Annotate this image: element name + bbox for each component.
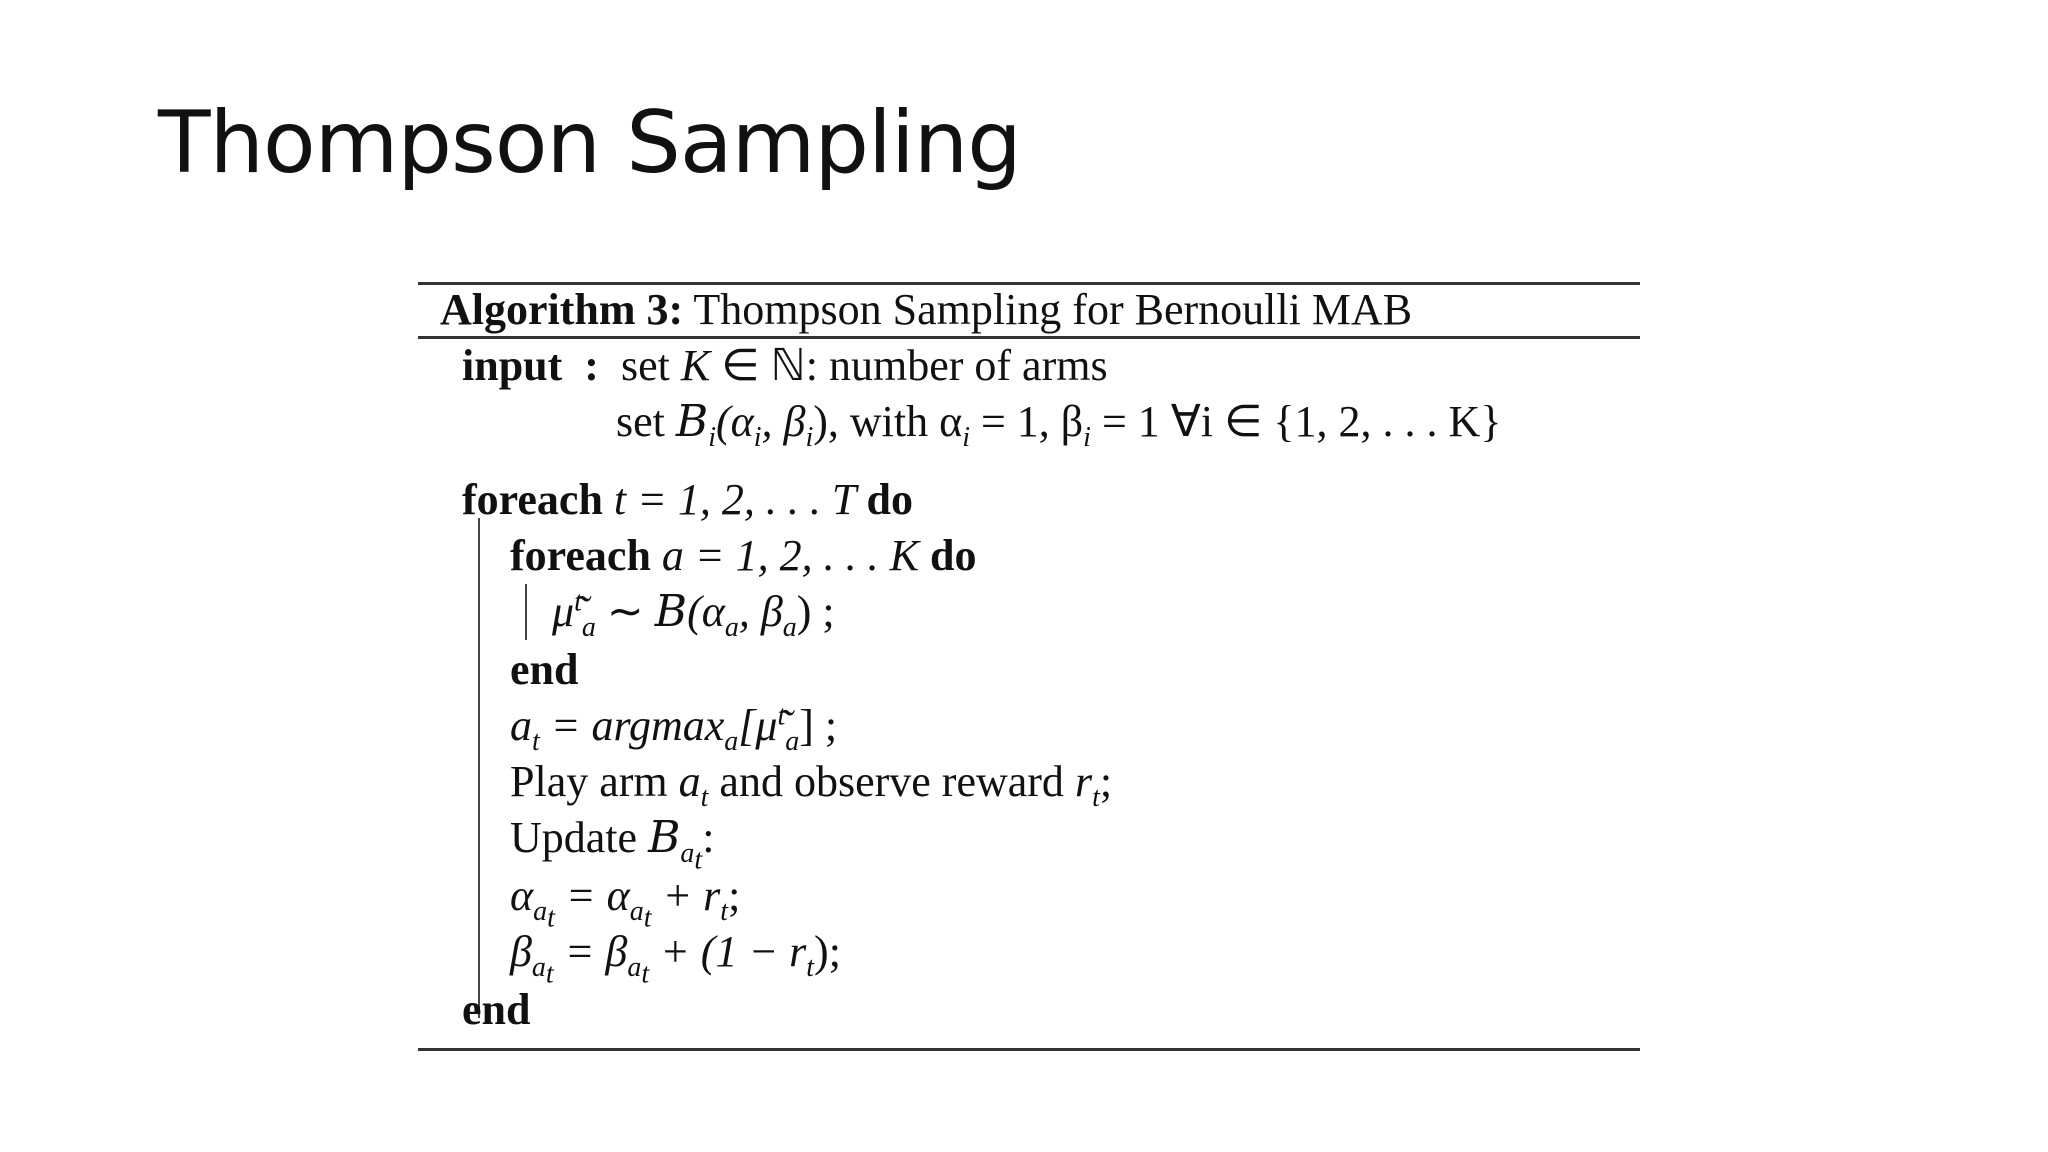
input-line-2 bbox=[616, 396, 1502, 453]
beta-eq: = β bbox=[553, 927, 628, 976]
inner-end-line bbox=[510, 645, 579, 694]
input-set-text: set bbox=[620, 341, 670, 390]
beta-param: , β bbox=[761, 397, 806, 446]
outer-foreach-keyword: foreach bbox=[462, 475, 603, 524]
input-line-1 bbox=[462, 341, 1108, 390]
alpha-param: (α bbox=[716, 397, 754, 446]
algorithm-box bbox=[418, 282, 1640, 1052]
sample-dist-symbol: B bbox=[654, 586, 688, 637]
update-prefix: Update bbox=[510, 813, 649, 862]
alpha-lhs-subsub: t bbox=[547, 902, 555, 934]
input-arms-text: ∈ ℕ: number of arms bbox=[710, 341, 1108, 390]
input-keyword: input bbox=[462, 341, 563, 390]
beta-update-line bbox=[510, 927, 841, 990]
play-tail: ; bbox=[1099, 757, 1113, 806]
mu-tilde-symbol: μ̃ bbox=[552, 587, 575, 636]
alpha-eq: = α bbox=[554, 871, 630, 920]
argmax-tail: ] ; bbox=[799, 701, 838, 750]
inner-foreach-line bbox=[510, 531, 977, 580]
beta-dist-symbol: B bbox=[675, 396, 709, 447]
update-dist: B bbox=[648, 812, 681, 863]
outer-end-line bbox=[462, 985, 531, 1034]
inner-foreach-range: a = 1, 2, . . . K bbox=[650, 531, 930, 580]
alpha-rhs-sub: a bbox=[629, 895, 644, 927]
beta-lhs: β bbox=[510, 927, 532, 976]
algorithm-bottom-rule bbox=[418, 1048, 1640, 1051]
play-line bbox=[510, 757, 1113, 813]
argmax-mu-sup: t bbox=[777, 700, 786, 732]
update-line bbox=[510, 812, 715, 876]
argmax-mu: [μ̃ bbox=[738, 701, 778, 750]
outer-do-keyword: do bbox=[866, 475, 913, 524]
beta-plus: + (1 − r bbox=[649, 927, 807, 976]
beta-init-index: i bbox=[1083, 421, 1091, 453]
algorithm-title: Thompson Sampling for Bernoulli MAB bbox=[693, 285, 1413, 334]
algorithm-number: Algorithm 3: bbox=[440, 285, 684, 334]
outer-end-keyword: end bbox=[462, 985, 531, 1034]
play-a-sub: t bbox=[700, 781, 709, 813]
play-r: r bbox=[1074, 757, 1093, 806]
argmax-sub: a bbox=[724, 725, 739, 757]
argmax-a-sub: t bbox=[532, 725, 540, 757]
play-mid: and observe reward bbox=[708, 757, 1075, 806]
argmax-line bbox=[510, 700, 838, 757]
sample-alpha: (α bbox=[687, 587, 725, 636]
inner-end-keyword: end bbox=[510, 645, 579, 694]
alpha-lhs: α bbox=[510, 871, 534, 920]
inner-do-keyword: do bbox=[929, 531, 977, 580]
sample-alpha-sub: a bbox=[724, 611, 739, 643]
inner-foreach-keyword: foreach bbox=[510, 531, 651, 580]
argmax-text: = argmax bbox=[539, 701, 725, 750]
alpha-tail: ; bbox=[728, 871, 741, 920]
beta-dist-index: i bbox=[708, 421, 717, 453]
alpha-lhs-sub: a bbox=[533, 895, 548, 927]
alpha-index: i bbox=[753, 421, 762, 453]
beta-lhs-subsub: t bbox=[545, 958, 554, 990]
input-k-var: K bbox=[680, 341, 711, 390]
argmax-a: a bbox=[510, 701, 532, 750]
play-a: a bbox=[678, 757, 701, 806]
update-tail: : bbox=[702, 813, 715, 862]
outer-foreach-range: t = 1, 2, . . . T bbox=[602, 475, 867, 524]
with-text: ), with α bbox=[813, 397, 963, 446]
mu-sub: a bbox=[581, 611, 596, 643]
outer-foreach-line bbox=[462, 475, 913, 524]
algorithm-header bbox=[440, 285, 1413, 334]
sample-beta: , β bbox=[738, 587, 783, 636]
sample-line bbox=[552, 586, 835, 643]
beta-rhs-sub: a bbox=[627, 951, 642, 983]
alpha-init-text: = 1, β bbox=[969, 397, 1084, 446]
for-all-text: = 1 ∀i ∈ {1, 2, . . . K} bbox=[1090, 397, 1502, 446]
update-dist-sub: a bbox=[680, 837, 695, 869]
sample-beta-sub: a bbox=[782, 611, 797, 643]
alpha-plus-sub: t bbox=[720, 895, 729, 927]
inner-loop-bar bbox=[525, 584, 527, 640]
slide-title: Thompson Sampling bbox=[158, 93, 1021, 193]
input-colon: : bbox=[584, 341, 599, 390]
alpha-init-index: i bbox=[962, 421, 970, 453]
beta-rhs-subsub: t bbox=[641, 958, 650, 990]
alpha-update-line bbox=[510, 871, 741, 934]
beta-tail: ); bbox=[814, 927, 841, 976]
argmax-mu-sub: a bbox=[785, 725, 800, 757]
update-dist-subsub: t bbox=[694, 844, 703, 876]
outer-loop-bar bbox=[478, 518, 480, 1018]
play-prefix: Play arm bbox=[510, 757, 679, 806]
alpha-rhs-subsub: t bbox=[643, 902, 652, 934]
beta-index: i bbox=[805, 421, 814, 453]
beta-lhs-sub: a bbox=[531, 951, 546, 983]
play-r-sub: t bbox=[1092, 781, 1100, 813]
alpha-plus: + r bbox=[651, 871, 721, 920]
sample-tail: ) ; bbox=[796, 587, 835, 636]
sim-symbol: ∼ bbox=[595, 587, 655, 636]
beta-plus-sub: t bbox=[806, 951, 815, 983]
mu-sup: t bbox=[574, 586, 582, 618]
input-set-text-2: set bbox=[616, 397, 665, 446]
algorithm-header-rule bbox=[418, 336, 1640, 339]
